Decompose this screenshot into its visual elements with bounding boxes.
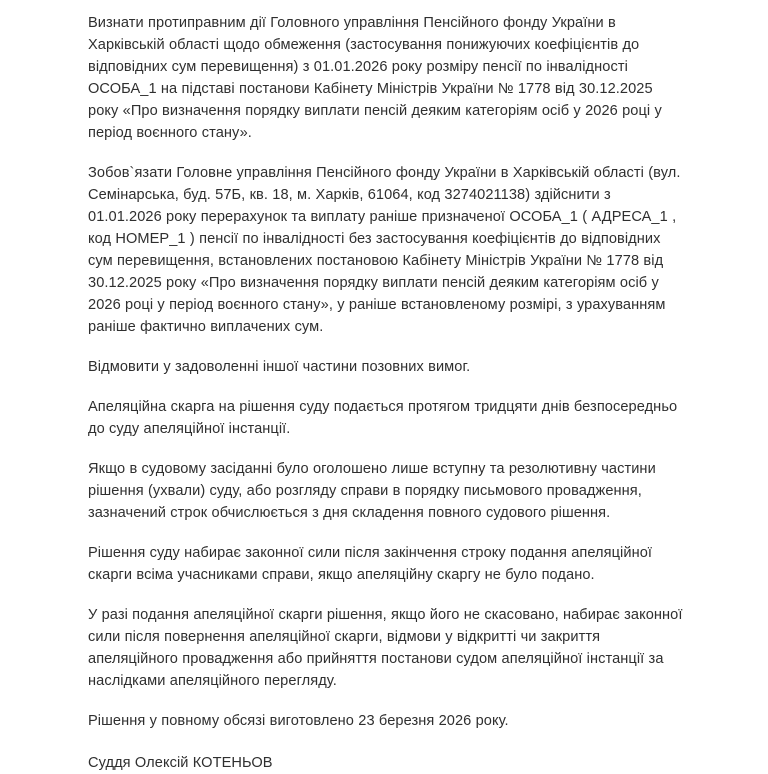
paragraph-ruling-clause-1: Визнати протиправним дії Головного управління Пенсійного фонду України в Харківській області щодо обмеження (застосування понижуючих коефіцієнтів до відповідних сум перевищення) з 01.01.2026 року розміру пенсії по інвалідності ОСОБА_1 на підставі постанови Кабінету Міністрів України № 1778 від 30.12.2025 року «Про визначення порядку виплати пенсій деяким категоріям осіб у 2026 році у період воєнного стану». [88, 15, 662, 141]
paragraph-full-text-date: Рішення у повному обсязі виготовлено 23 березня 2026 року. [88, 713, 509, 729]
paragraph-ruling-clause-3: Відмовити у задоволенні іншої частини позовних вимог. [88, 359, 471, 375]
paragraph-entry-into-force: Рішення суду набирає законної сили після закінчення строку подання апеляційної скарги всіма учасниками справи, якщо апеляційну скаргу не було подано. [88, 545, 653, 583]
paragraph-appeal-term-calculation: Якщо в судовому засіданні було оголошено лише вступну та резолютивну частини рішення (ухвали) суду, або розгляду справи в порядку письмового провадження, зазначений строк обчислюється з дня складення повного судового рішення. [88, 461, 656, 521]
judge-signature: Суддя Олексій КОТЕНЬОВ [88, 755, 273, 771]
paragraph-appeal-term: Апеляційна скарга на рішення суду подається протягом тридцяти днів безпосередньо до суду апеляційної інстанції. [88, 399, 678, 437]
paragraph-entry-into-force-appeal: У разі подання апеляційної скарги рішення, якщо його не скасовано, набирає законної сили після повернення апеляційної скарги, відмови у відкритті чи закриття апеляційного провадження або прийняття постанови судом апеляційної інстанції за наслідками апеляційного перегляду. [88, 607, 683, 689]
paragraph-ruling-clause-2: Зобов`язати Головне управління Пенсійного фонду України в Харківській області (вул. Семінарська, буд. 57Б, кв. 18, м. Харків, 61064, код 3274021138) здійснити з 01.01.2026 року перерахунок та виплату раніше призначеної ОСОБА_1 ( АДРЕСА_1 , код НОМЕР_1 ) пенсії по інвалідності без застосування коефіцієнтів до відповідних сум перевищення, встановлених постановою Кабінету Міністрів України № 1778 від 30.12.2025 року «Про визначення порядку виплати пенсій деяким категоріям осіб у 2026 році у період воєнного стану», у раніше встановленому розмірі, з урахуванням раніше фактично виплачених сум. [88, 165, 681, 335]
